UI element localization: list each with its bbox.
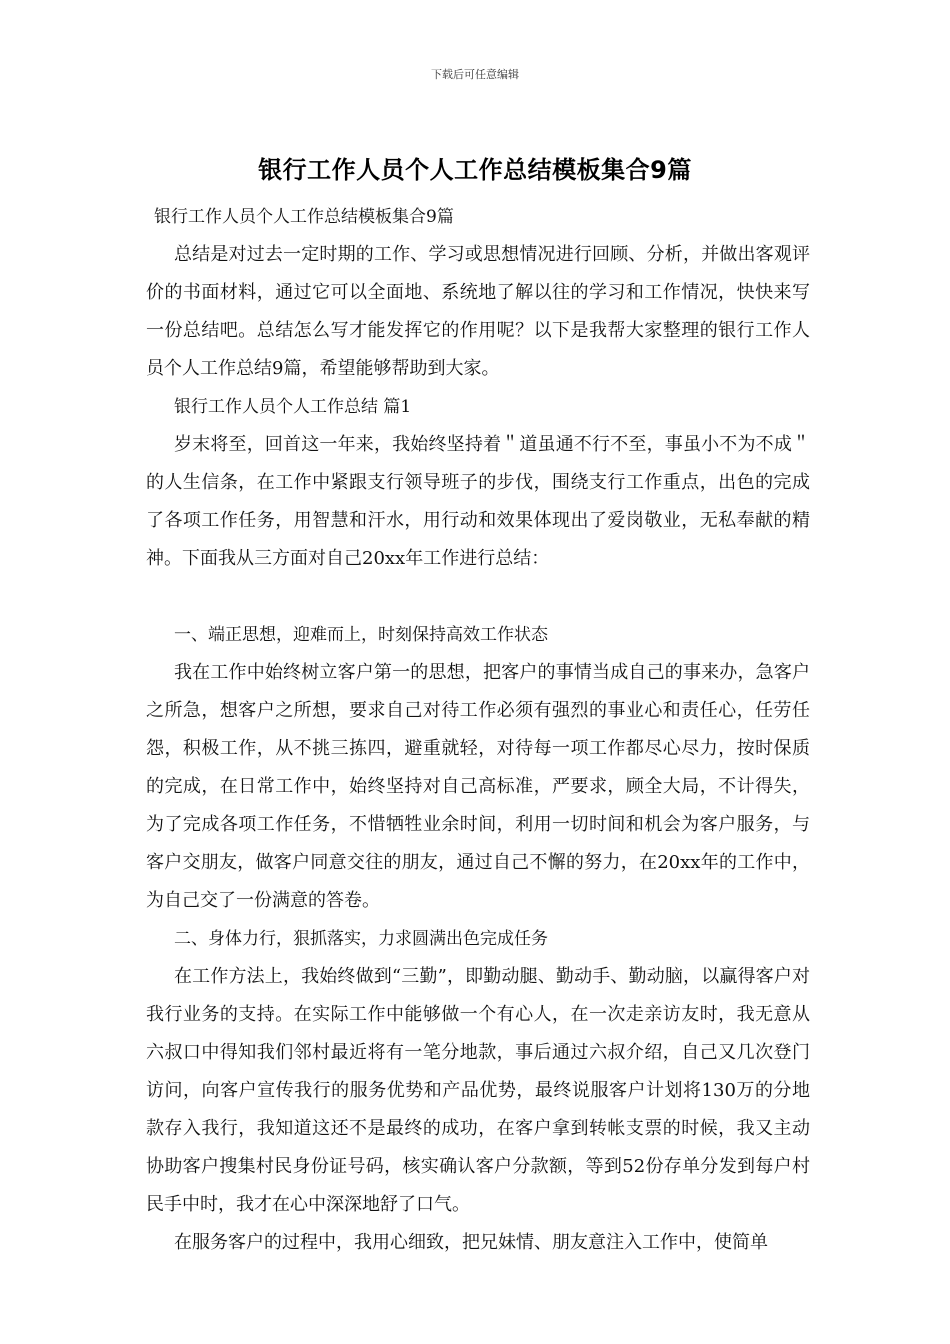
heading-1: 一、端正思想，迎难而上，时刻保持高效工作状态 [174, 625, 548, 645]
paragraph-2: 在工作方法上，我始终做到“三勤”，即勤动腿、勤动手、勤动脑，以赢得客户对我行业务的支持。在实际工作中能够做一个有心人，在一次走亲访友时，我无意从六叔口中得知我们邻村最近将有一笔分地款，事后通过六叔介绍，自己又几次登门访问，向客户宣传我行的服务优势和产品优势，最终说服客户计划将130万的分地款存入我行，我知道这还不是最终的成功，在客户拿到转帐支票的时候，我又主动协助客户搜集村民身份证号码，核实确认客户分款额，等到52份存单分发到每户村民手中时，我才在心中深深地舒了口气。 [146, 966, 810, 1215]
section-1-title: 银行工作人员个人工作总结 篇1 [174, 397, 412, 417]
heading-2: 二、身体力行，狠抓落实，力求圆满出色完成任务 [174, 929, 548, 949]
header-note: 下载后可任意编辑 [431, 68, 519, 81]
paragraph-3: 在服务客户的过程中，我用心细致，把兄妹情、朋友意注入工作中，使简单 [174, 1232, 768, 1253]
document-title: 银行工作人员个人工作总结模板集合9篇 [258, 156, 692, 184]
intro-paragraph: 总结是对过去一定时期的工作、学习或思想情况进行回顾、分析，并做出客观评价的书面材料，通过它可以全面地、系统地了解以往的学习和工作情况，快快来写一份总结吧。总结怎么写才能发挥它的作用呢？以下是我帮大家整理的银行工作人员个人工作总结9篇，希望能够帮助到大家。 [146, 244, 810, 379]
paragraph-1: 我在工作中始终树立客户第一的思想，把客户的事情当成自己的事来办，急客户之所急，想客户之所想，要求自己对待工作必须有强烈的事业心和责任心，任劳任怨，积极工作，从不挑三拣四，避重就轻，对待每一项工作都尽心尽力，按时保质的完成，在日常工作中，始终坚持对自己高标准，严要求，顾全大局，不计得失，为了完成各项工作任务，不惜牺牲业余时间，利用一切时间和机会为客户服务，与客户交朋友，做客户同意交往的朋友，通过自己不懈的努力，在20xx年的工作中，为自己交了一份满意的答卷。 [146, 662, 810, 911]
section-1-intro: 岁末将至，回首这一年来，我始终坚持着＂道虽通不行不至，事虽小不为不成＂的人生信条，在工作中紧跟支行领导班子的步伐，围绕支行工作重点，出色的完成了各项工作任务，用智慧和汗水，用行动和效果体现出了爱岗敬业，无私奉献的精神。下面我从三方面对自己20xx年工作进行总结： [146, 434, 810, 569]
blank-line [146, 578, 810, 616]
subtitle: 银行工作人员个人工作总结模板集合9篇 [154, 207, 454, 227]
document-body [146, 198, 810, 1262]
